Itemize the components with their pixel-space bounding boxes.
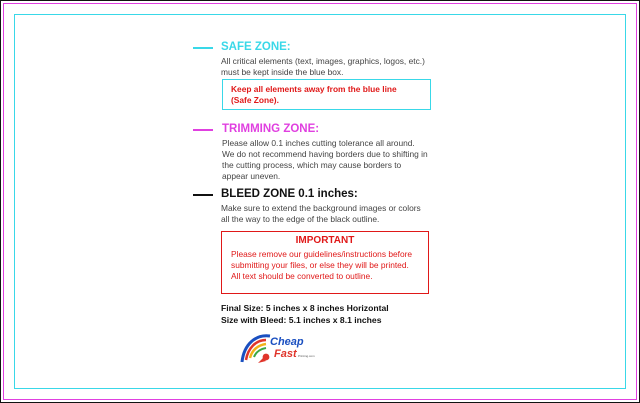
trimming-zone-text-line-3: the cutting process, which may cause borders to — [222, 160, 402, 170]
important-text-line-1: Please remove our guidelines/instructions before — [231, 249, 413, 259]
trimming-zone-text-line-4: appear uneven. — [222, 171, 281, 181]
safe-zone-text-line-1: All critical elements (text, images, graphics, logos, etc.) — [221, 56, 425, 66]
bleed-zone-marker — [193, 194, 213, 196]
bleed-zone-heading: BLEED ZONE 0.1 inches: — [221, 188, 358, 200]
bleed-zone-text-line-1: Make sure to extend the background images or colors — [221, 203, 421, 213]
important-text-line-2: submitting your files, or else they will be printed. — [231, 260, 409, 270]
logo-word-fast: Fast — [274, 348, 297, 360]
logo-word-cheap: Cheap — [270, 336, 304, 348]
trimming-zone-text-line-2: We do not recommend having borders due to shifting in — [222, 149, 428, 159]
safe-zone-marker — [193, 47, 213, 49]
safe-zone-text-line-2: must be kept inside the blue box. — [221, 67, 344, 77]
bleed-zone-text-line-2: all the way to the edge of the black outline. — [221, 214, 380, 224]
bleed-size-text: Size with Bleed: 5.1 inches x 8.1 inches — [221, 315, 382, 325]
important-title: IMPORTANT — [295, 235, 355, 246]
cheap-fast-printing-logo — [236, 330, 316, 368]
safe-zone-callout-line-2: (Safe Zone). — [231, 95, 279, 105]
trimming-zone-text-line-1: Please allow 0.1 inches cutting tolerance all around. — [222, 138, 415, 148]
final-size-text: Final Size: 5 inches x 8 inches Horizontal — [221, 303, 389, 313]
safe-zone-heading: SAFE ZONE: — [221, 41, 291, 53]
trimming-zone-marker — [193, 129, 213, 131]
important-text-line-3: All text should be converted to outline. — [231, 271, 373, 281]
trimming-zone-heading: TRIMMING ZONE: — [222, 123, 320, 135]
safe-zone-callout-line-1: Keep all elements away from the blue line — [231, 84, 397, 94]
logo-word-suffix: Printing.com — [298, 354, 315, 358]
